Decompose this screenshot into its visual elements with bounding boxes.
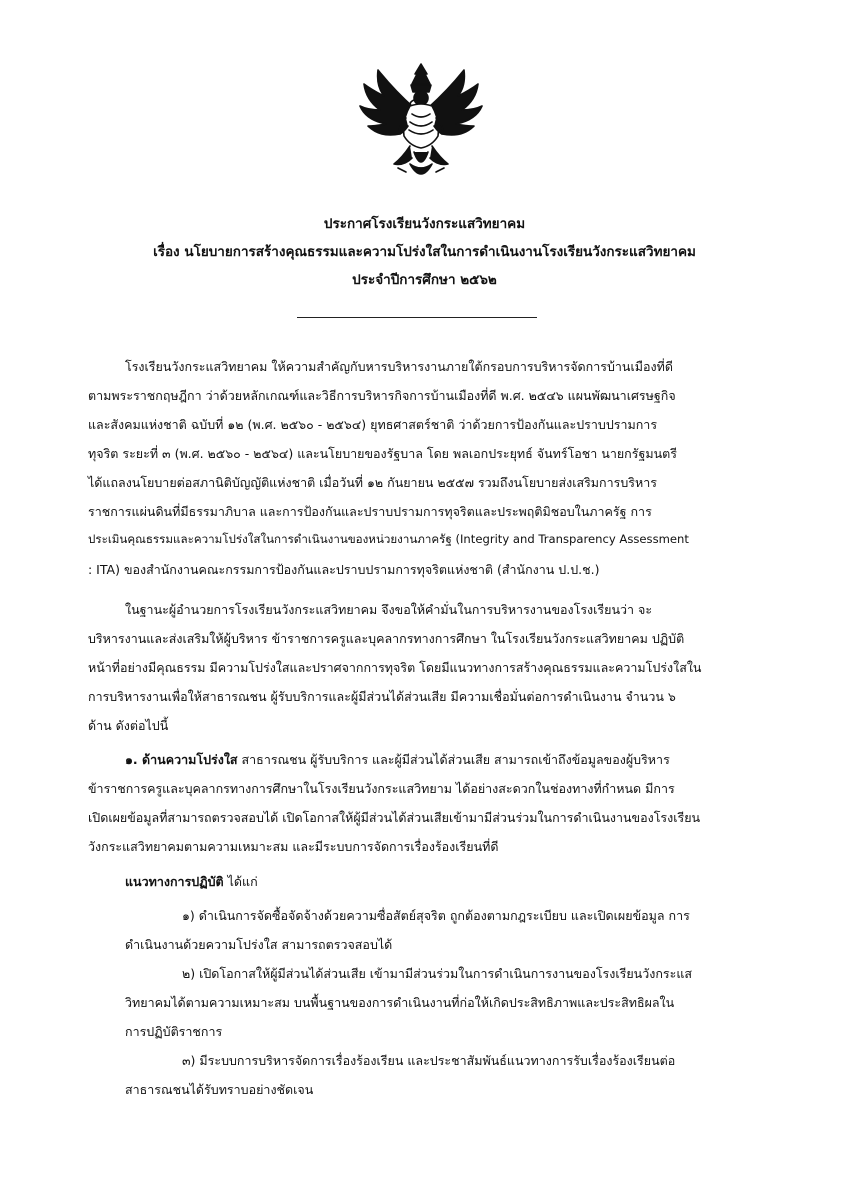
paragraph-line: ประเมินคุณธรรมและความโปร่งใสในการดำเนินงานของหน่วยงานภาครัฐ (Integrity and Transparency Assessment	[88, 532, 689, 546]
guideline-suffix: ได้แก่	[223, 874, 258, 889]
paragraph-line: การบริหารงานเพื่อให้สาธารณชน ผู้รับบริการและผู้มีส่วนได้ส่วนเสีย มีความเชื่อมั่นต่อการดำเนินงาน จำนวน ๖	[88, 689, 676, 704]
paragraph-line: ได้แถลงนโยบายต่อสภานิติบัญญัติแห่งชาติ เมื่อวันที่ ๑๒ กันยายน ๒๕๕๗ รวมถึงนโยบายส่งเสริมการบริหาร	[88, 475, 657, 490]
paragraph-line: ด้าน ดังต่อไปนี้	[88, 718, 169, 733]
paragraph-line: เปิดเผยข้อมูลที่สามารถตรวจสอบได้ เปิดโอกาสให้ผู้มีส่วนได้ส่วนเสียเข้ามามีส่วนร่วมในการดำเนินงานของโรงเรียน	[88, 810, 701, 825]
list-item: ๒) เปิดโอกาสให้ผู้มีส่วนได้ส่วนเสีย เข้ามามีส่วนร่วมในการดำเนินการงานของโรงเรียนวังกระแส	[182, 966, 693, 981]
list-item: ดำเนินงานด้วยความโปร่งใส สามารถตรวจสอบได้	[125, 937, 393, 952]
list-item: วิทยาคมได้ตามความเหมาะสม บนพื้นฐานของการดำเนินงานที่ก่อให้เกิดประสิทธิภาพและประสิทธิผลใน	[125, 995, 675, 1010]
paragraph-line: ในฐานะผู้อำนวยการโรงเรียนวังกระแสวิทยาคม จึงขอให้คำมั่นในการบริหารงานของโรงเรียนว่า จะ	[125, 602, 653, 617]
announcement-title: ประกาศโรงเรียนวังกระแสวิทยาคม	[323, 216, 526, 232]
paragraph-line: วังกระแสวิทยาคมตามความเหมาะสม และมีระบบการจัดการเรื่องร้องเรียนที่ดี	[88, 839, 499, 854]
list-item: สาธารณชนได้รับทราบอย่างชัดเจน	[125, 1082, 314, 1097]
paragraph-line: บริหารงานและส่งเสริมให้ผู้บริหาร ข้าราชการครูและบุคลากรทางการศึกษา ในโรงเรียนวังกระแสวิทยาคม ปฏิบัติ	[88, 631, 685, 646]
garuda-emblem-icon	[354, 60, 488, 190]
academic-year-line: ประจำปีการศึกษา ๒๕๖๒	[352, 272, 497, 288]
section-title: ๑. ด้านความโปร่งใส	[125, 752, 238, 767]
guideline-heading	[125, 872, 258, 892]
paragraph-line: ตามพระราชกฤษฎีกา ว่าด้วยหลักเกณฑ์และวิธีการบริหารกิจการบ้านเมืองที่ดี พ.ศ. ๒๕๔๖ แผนพัฒนาเศรษฐกิจ	[88, 388, 676, 403]
subject-line: เรื่อง นโยบายการสร้างคุณธรรมและความโปร่งใสในการดำเนินงานโรงเรียนวังกระแสวิทยาคม	[153, 244, 696, 260]
paragraph-line: หน้าที่อย่างมีคุณธรรม มีความโปร่งใสและปราศจากการทุจริต โดยมีแนวทางการสร้างคุณธรรมและความโปร่งใสใน	[88, 660, 702, 675]
header-divider	[297, 317, 537, 318]
paragraph-line: ราชการแผ่นดินที่มีธรรมาภิบาล และการป้องกันและปราบปรามการทุจริตและประพฤติมิชอบในภาครัฐ การ	[88, 504, 652, 519]
guideline-title: แนวทางการปฏิบัติ	[125, 874, 224, 889]
paragraph-line: : ITA) ของสำนักงานคณะกรรมการป้องกันและปราบปรามการทุจริตแห่งชาติ (สำนักงาน ป.ป.ช.)	[88, 562, 600, 577]
paragraph-line: และสังคมแห่งชาติ ฉบับที่ ๑๒ (พ.ศ. ๒๕๖๐ - ๒๕๖๔) ยุทธศาสตร์ชาติ ว่าด้วยการป้องกันและปราบปรามการ	[88, 417, 658, 432]
list-item: ๓) มีระบบการบริหารจัดการเรื่องร้องเรียน และประชาสัมพันธ์แนวทางการรับเรื่องร้องเรียนต่อ	[182, 1053, 676, 1068]
list-item: การปฏิบัติราชการ	[125, 1024, 223, 1039]
paragraph-line: โรงเรียนวังกระแสวิทยาคม ให้ความสำคัญกับหารบริหารงานภายใต้กรอบการบริหารจัดการบ้านเมืองที่ดี	[125, 359, 673, 374]
section-heading-line	[125, 750, 670, 770]
section-text: สาธารณชน ผู้รับบริการ และผู้มีส่วนได้ส่วนเสีย สามารถเข้าถึงข้อมูลของผู้บริหาร	[237, 752, 670, 767]
paragraph-line: ทุจริต ระยะที่ ๓ (พ.ศ. ๒๕๖๐ - ๒๕๖๔) และนโยบายของรัฐบาล โดย พลเอกประยุทธ์ จันทร์โอชา นายกรัฐมนตรี	[88, 446, 677, 461]
paragraph-line: ข้าราชการครูและบุคลากรทางการศึกษาในโรงเรียนวังกระแสวิทยาม ได้อย่างสะดวกในช่องทางที่กำหนด มีการ	[88, 781, 675, 796]
list-item: ๑) ดำเนินการจัดซื้อจัดจ้างด้วยความซื่อสัตย์สุจริต ถูกต้องตามกฎระเบียบ และเปิดเผยข้อมูล การ	[182, 908, 690, 923]
